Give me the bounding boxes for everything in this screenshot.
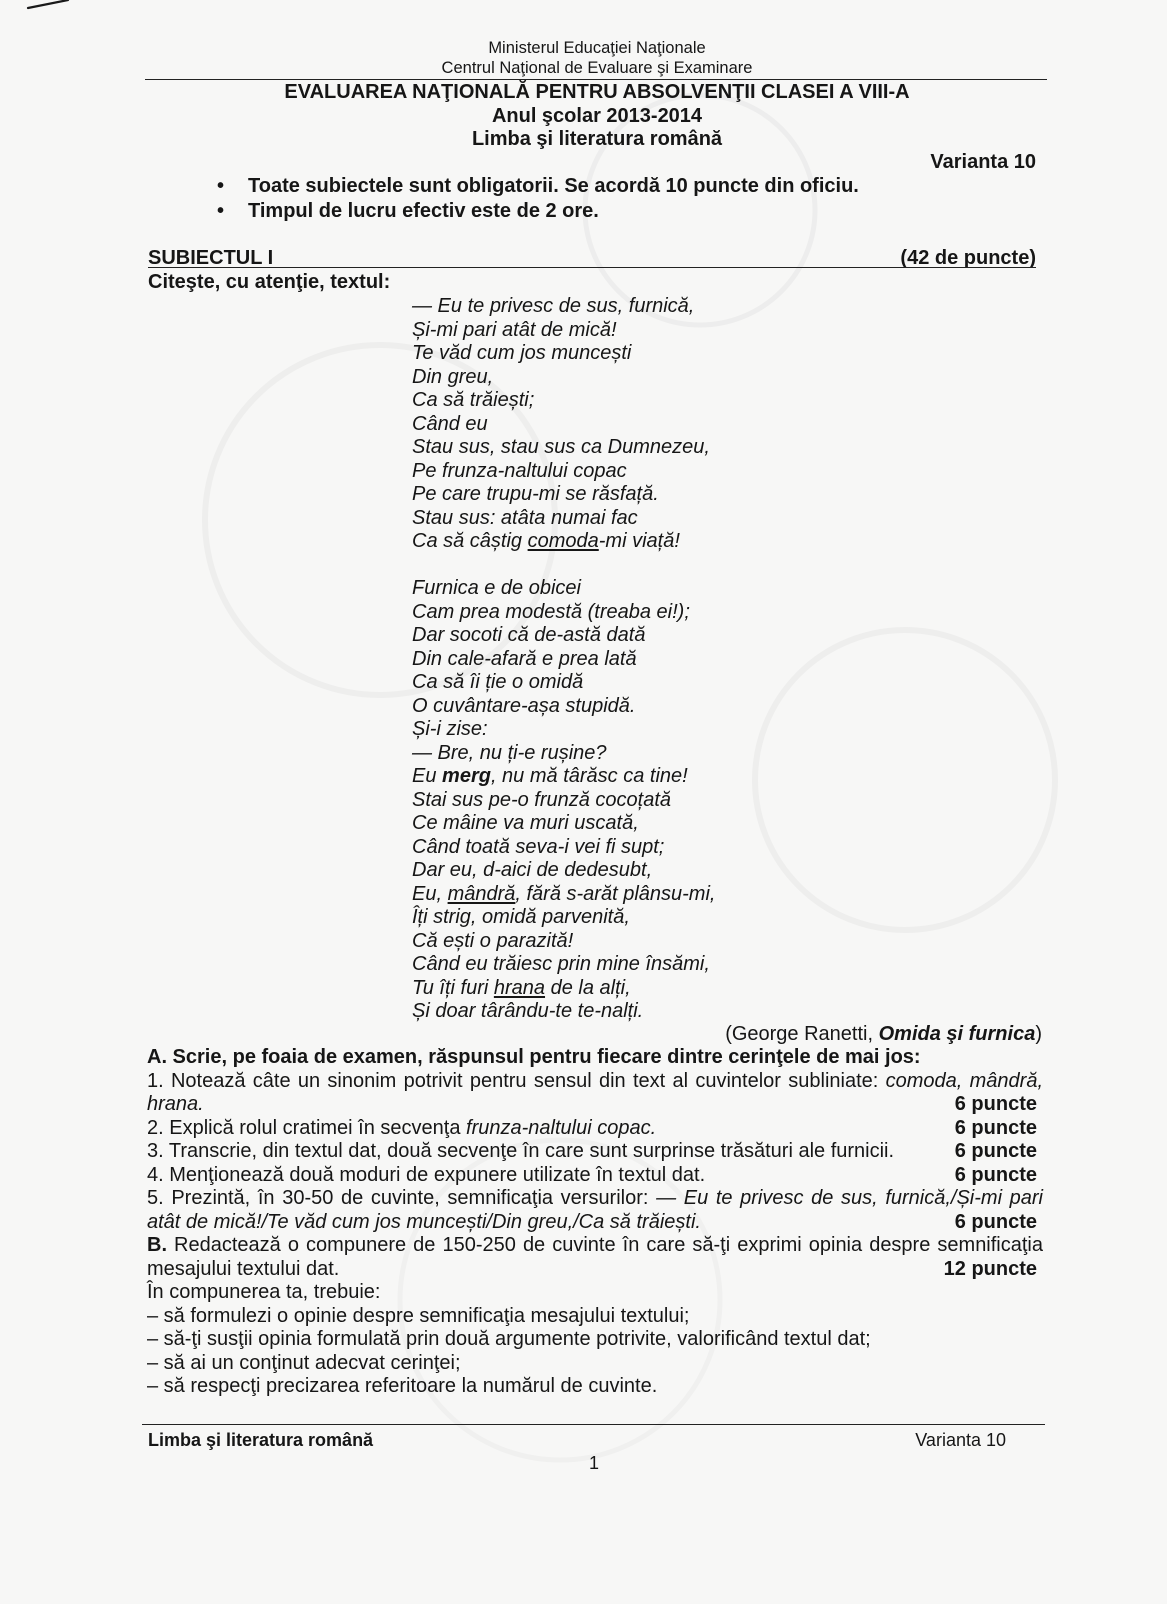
poem-text: Ca să câștig (412, 530, 528, 552)
underlined-word: comoda (527, 530, 599, 552)
variant-label: Varianta 10 (930, 150, 1036, 173)
header-rule (145, 79, 1047, 80)
poem-text: Și-i zise: (412, 718, 488, 740)
attribution-close: ) (1035, 1023, 1042, 1045)
requirement-line (147, 1164, 1043, 1188)
poem-line (412, 742, 715, 766)
points-label: 6 puncte (954, 1163, 1037, 1186)
poem-line (412, 319, 715, 343)
composition-criterion: – să ai un conţinut adecvat cerinţei; (147, 1351, 461, 1374)
poem-stanza (412, 577, 715, 1024)
requirement-line (147, 1234, 1043, 1258)
poem-line (412, 530, 715, 554)
poem-text: Stau sus, stau sus ca Dumnezeu, (412, 436, 710, 458)
requirements-block (147, 1046, 1043, 1399)
poem-line (412, 460, 715, 484)
poem-line (412, 648, 715, 672)
footer-subject: Limba şi literatura română (148, 1430, 374, 1450)
points-label: 12 puncte (943, 1257, 1037, 1280)
poem-line (412, 436, 715, 460)
requirement-line (147, 1258, 1043, 1282)
poem-line (412, 671, 715, 695)
poem-text: Din cale-afară e prea lată (412, 647, 637, 670)
requirement-line (147, 1211, 1043, 1235)
emphasis-italic: — Eu te privesc de sus, furnică,/Și-mi pari (656, 1187, 1044, 1209)
poem-text: Și-mi pari atât de mică! (412, 318, 617, 341)
emphasis-bold: B. (147, 1234, 167, 1256)
poem-line (412, 577, 715, 601)
poem-text: Că ești o parazită! (412, 929, 574, 952)
poem-text: , fără s-arăt plânsu-mi, (515, 882, 716, 905)
subject-title: Limba şi literatura română (471, 128, 723, 150)
requirement-line (147, 1093, 1043, 1117)
requirement-line (147, 1117, 1043, 1141)
stamp-circle (755, 630, 1055, 930)
poem-line (412, 977, 715, 1001)
requirement-text: 4. Menţionează două moduri de expunere utilizate în textul dat. (147, 1163, 706, 1186)
poem-text: Stai sus pe-o frunză cocoțată (412, 788, 672, 811)
poem-line (412, 953, 715, 977)
pen-mark (28, 0, 68, 8)
requirement-text: 3. Transcrie, din textul dat, două secvenţe în care sunt surprinse trăsături ale furnicii. (147, 1140, 895, 1162)
poem-text: Ca să trăiești; (412, 389, 535, 411)
composition-criterion: – să-ţi susţii opinia formulată prin două argumente potrivite, valorificând textul dat; (147, 1328, 871, 1350)
poem-text: Ce mâine va muri uscată, (412, 812, 639, 834)
poem-line (412, 883, 715, 907)
points-label: 6 puncte (954, 1093, 1037, 1115)
emphasis-italic: frunza-naltului copac. (466, 1116, 657, 1139)
poem-text: Tu îți furi (412, 976, 494, 999)
requirement-text: 1. Notează câte un sinonim potrivit pentru sensul din text al cuvintelor subliniate: (147, 1069, 886, 1092)
requirement-line (147, 1187, 1043, 1211)
poem-line (412, 413, 715, 437)
poem-line (412, 1000, 715, 1024)
reading-instruction: Citeşte, cu atenţie, textul: (148, 271, 391, 293)
points-label: 6 puncte (954, 1140, 1037, 1162)
poem-text: Când eu (412, 412, 488, 435)
poem-line (412, 765, 715, 789)
school-year: Anul şcolar 2013-2014 (491, 104, 703, 127)
ministry-name: Ministerul Educaţiei Naţionale (488, 39, 706, 57)
requirement-text: 2. Explică rolul cratimei în secvenţa (147, 1116, 467, 1139)
poem-text: Cam prea modestă (treaba ei!); (412, 600, 690, 623)
underlined-word: mândră (447, 882, 516, 905)
section-points: (42 de puncte) (900, 246, 1036, 269)
poem-line (412, 389, 715, 413)
poem-text: Te văd cum jos muncești (412, 342, 632, 364)
page-number: 1 (589, 1453, 600, 1473)
poem-text: Din greu, (412, 365, 494, 388)
poem-text: Stau sus: atâta numai fac (412, 506, 638, 529)
points-label: 6 puncte (954, 1210, 1037, 1233)
points-label: 6 puncte (954, 1116, 1037, 1139)
poem-line (412, 507, 715, 531)
poem-text: Ca să îi ție o omidă (412, 671, 584, 693)
poem-text: de la alți, (545, 976, 631, 999)
poem-text: , nu mă târăsc ca tine! (490, 765, 688, 787)
poem-line (412, 789, 715, 813)
bullet-icon: • (217, 200, 225, 222)
part-a-heading: A. Scrie, pe foaia de examen, răspunsul pentru fiecare dintre cerinţele de mai jos: (147, 1046, 921, 1068)
poem-text: Pe care trupu-mi se răsfață. (412, 483, 659, 505)
poem-text: Când toată seva-i vei fi supt; (412, 835, 665, 858)
poem-line (412, 812, 715, 836)
poem-text: Furnica e de obicei (412, 577, 581, 599)
requirement-line (147, 1070, 1043, 1094)
bullet-icon: • (217, 175, 225, 197)
poem-text: Eu (412, 765, 443, 787)
poem-line (412, 718, 715, 742)
footer-variant: Varianta 10 (915, 1430, 1006, 1450)
composition-criterion: – să respecţi precizarea referitoare la numărul de cuvinte. (147, 1375, 658, 1397)
exam-title: EVALUAREA NAŢIONALĂ PENTRU ABSOLVENŢII CLASEI A VIII-A (284, 81, 910, 103)
instruction-item: Toate subiectele sunt obligatorii. Se acordă 10 puncte din oficiu. (248, 175, 859, 197)
part-b (147, 1234, 1043, 1281)
requirement-line (147, 1140, 1043, 1164)
emphasis-italic: comoda, mândră, (885, 1069, 1044, 1092)
poem-text: Și doar târându-te te-nalți. (412, 1000, 644, 1022)
composition-intro: În compunerea ta, trebuie: (147, 1281, 381, 1303)
poem-text: — Eu te privesc de sus, furnică, (412, 295, 695, 317)
poem-text: O cuvântare-așa stupidă. (412, 694, 636, 717)
part-a-items (147, 1070, 1043, 1235)
evaluation-center-name: Centrul Naţional de Evaluare şi Examinare (441, 59, 753, 77)
instruction-item: Timpul de lucru efectiv este de 2 ore. (248, 200, 599, 222)
section-rule (148, 267, 1036, 268)
requirement-text: 5. Prezintă, în 30-50 de cuvinte, semnificaţia versurilor: (147, 1187, 657, 1209)
poem-text: Pe frunza-naltului copac (412, 459, 627, 482)
poem-line (412, 342, 715, 366)
poem-line (412, 483, 715, 507)
poem-text-block (412, 295, 715, 1024)
requirement-text: Redactează o compunere de 150-250 de cuvinte în care să-ţi exprimi opinia despre semnificaţia (167, 1234, 1043, 1256)
poem-text: — Bre, nu ți-e rușine? (412, 741, 607, 764)
poem-line (412, 906, 715, 930)
poem-text: Dar eu, d-aici de dedesubt, (412, 859, 653, 881)
poem-line (412, 859, 715, 883)
attribution-work-title: Omida şi furnica (878, 1023, 1036, 1045)
poem-attribution (725, 1023, 1042, 1047)
poem-line (412, 930, 715, 954)
poem-text: Îți strig, omidă parvenită, (412, 906, 630, 928)
requirement-text: mesajului textului dat. (147, 1257, 340, 1280)
poem-text: Când eu trăiesc prin mine însămi, (412, 953, 710, 975)
bold-word: merg (442, 765, 491, 787)
attribution-author: (George Ranetti, (725, 1023, 879, 1045)
underlined-word: hrana (493, 976, 546, 999)
emphasis-italic: atât de mică!/Te văd cum jos muncești/Din greu,/Ca să trăiești. (147, 1210, 701, 1233)
poem-text: Eu, (412, 882, 448, 905)
composition-criterion: – să formulezi o opinie despre semnificaţia mesajului textului; (147, 1304, 690, 1327)
poem-line (412, 366, 715, 390)
poem-text: Dar socoti că de-astă dată (412, 624, 646, 646)
poem-line (412, 695, 715, 719)
poem-line (412, 836, 715, 860)
footer-rule (142, 1424, 1045, 1425)
poem-line (412, 624, 715, 648)
poem-line (412, 295, 715, 319)
poem-line (412, 601, 715, 625)
section-title: SUBIECTUL I (148, 246, 274, 269)
emphasis-italic: hrana. (147, 1093, 204, 1115)
poem-text: -mi viață! (598, 530, 680, 552)
poem-stanza (412, 295, 715, 554)
